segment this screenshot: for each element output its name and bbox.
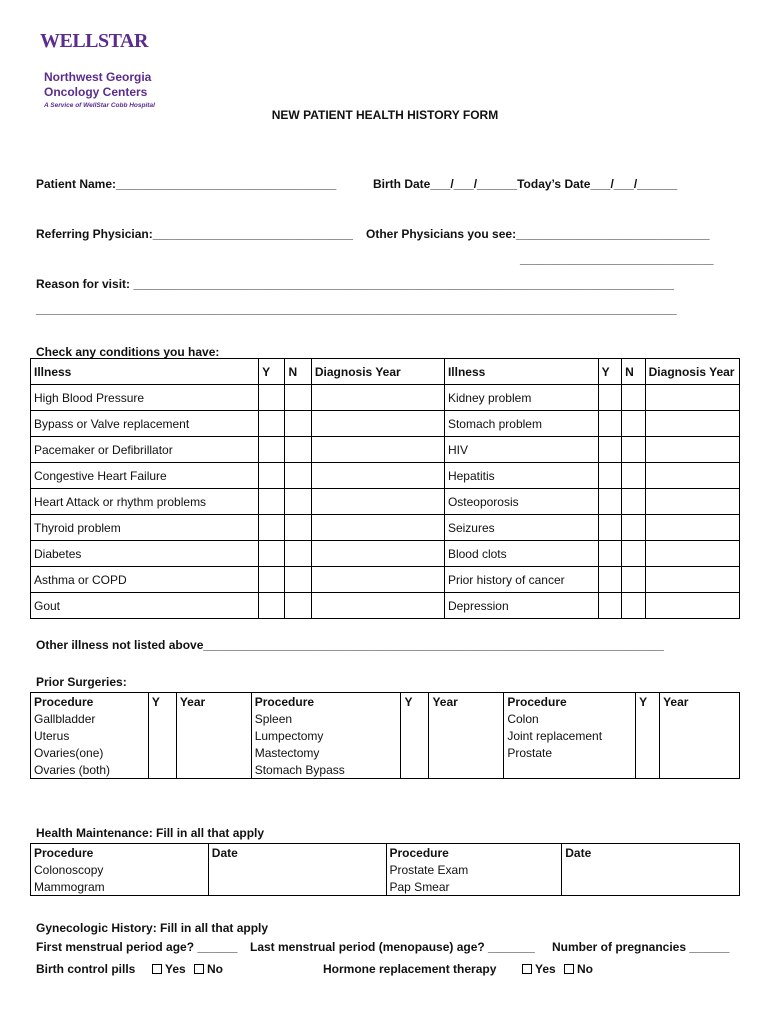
n-cell[interactable]	[285, 593, 311, 619]
logo-line2: Oncology Centers	[44, 85, 148, 99]
n-cell[interactable]	[622, 463, 646, 489]
table-row	[31, 878, 740, 896]
logo-tagline: A Service of WellStar Cobb Hospital	[44, 102, 155, 109]
date-cell[interactable]	[208, 861, 386, 878]
illness-label: Seizures	[444, 515, 598, 541]
y-cell[interactable]	[259, 437, 285, 463]
table-row	[31, 515, 740, 541]
n-cell[interactable]	[622, 411, 646, 437]
no-label: No	[577, 962, 593, 976]
y-cell[interactable]	[259, 489, 285, 515]
surgeries-table	[30, 692, 740, 779]
y-cell[interactable]	[259, 567, 285, 593]
y-cell[interactable]	[598, 593, 622, 619]
procedure-label: Joint replacement	[504, 727, 636, 744]
procedure-label: Prostate	[504, 744, 636, 761]
year-cell[interactable]	[176, 761, 251, 779]
n-cell[interactable]	[285, 541, 311, 567]
last-period-field[interactable]: Last menstrual period (menopause) age? _______	[250, 940, 535, 954]
y-cell[interactable]	[598, 385, 622, 411]
other-physicians-continued[interactable]: _____________________________	[520, 252, 714, 266]
illness-label: Bypass or Valve replacement	[31, 411, 259, 437]
year-cell[interactable]	[645, 463, 739, 489]
illness-label: Pacemaker or Defibrillator	[31, 437, 259, 463]
table-row	[31, 437, 740, 463]
table-row	[31, 710, 740, 727]
header-illness: Illness	[444, 359, 598, 385]
year-cell[interactable]	[645, 411, 739, 437]
illness-label: Diabetes	[31, 541, 259, 567]
illness-label: Depression	[444, 593, 598, 619]
procedure-label: Colonoscopy	[31, 861, 209, 878]
illness-label: Asthma or COPD	[31, 567, 259, 593]
table-row	[31, 541, 740, 567]
reason-for-visit-continued[interactable]: ________________________________________________________________________________________________	[36, 302, 677, 316]
year-cell[interactable]	[311, 541, 444, 567]
header-illness: Illness	[31, 359, 259, 385]
year-cell[interactable]	[645, 515, 739, 541]
procedure-label: Mammogram	[31, 878, 209, 896]
n-cell[interactable]	[622, 489, 646, 515]
table-row	[31, 727, 740, 744]
birth-control-yes[interactable]	[152, 962, 186, 976]
illness-label: Thyroid problem	[31, 515, 259, 541]
surgeries-heading: Prior Surgeries:	[36, 675, 127, 689]
y-cell[interactable]	[259, 385, 285, 411]
header-procedure: Procedure	[504, 693, 636, 711]
year-cell[interactable]	[429, 727, 504, 744]
logo-line1: Northwest Georgia	[44, 70, 152, 84]
header-year: Year	[176, 693, 251, 711]
year-cell[interactable]	[311, 385, 444, 411]
header-date: Date	[208, 844, 386, 862]
n-cell[interactable]	[622, 541, 646, 567]
hrt-label: Hormone replacement therapy	[323, 962, 497, 976]
year-cell[interactable]	[660, 761, 740, 779]
year-cell[interactable]	[429, 761, 504, 779]
illness-label: Blood clots	[444, 541, 598, 567]
table-row	[31, 411, 740, 437]
year-cell[interactable]	[645, 385, 739, 411]
header-year: Year	[660, 693, 740, 711]
year-cell[interactable]	[176, 744, 251, 761]
patient-name-field[interactable]: Patient Name:_________________________________	[36, 177, 337, 191]
n-cell[interactable]	[622, 593, 646, 619]
form-title: NEW PATIENT HEALTH HISTORY FORM	[271, 108, 499, 122]
year-cell[interactable]	[645, 437, 739, 463]
header-procedure: Procedure	[31, 844, 209, 862]
table-row	[31, 593, 740, 619]
y-cell[interactable]	[148, 744, 176, 761]
conditions-heading: Check any conditions you have:	[36, 345, 220, 359]
procedure-label	[504, 761, 636, 779]
illness-label: Heart Attack or rhythm problems	[31, 489, 259, 515]
y-cell[interactable]	[636, 727, 660, 744]
header-year: Year	[429, 693, 504, 711]
y-cell[interactable]	[148, 727, 176, 744]
y-cell[interactable]	[259, 463, 285, 489]
y-cell[interactable]	[259, 541, 285, 567]
procedure-label: Pap Smear	[386, 878, 562, 896]
date-cell[interactable]	[562, 878, 740, 896]
header-procedure: Procedure	[31, 693, 149, 711]
illness-label: HIV	[444, 437, 598, 463]
no-label: No	[207, 962, 223, 976]
y-cell[interactable]	[598, 541, 622, 567]
table-row	[31, 861, 740, 878]
checkbox-icon[interactable]	[152, 964, 162, 974]
n-cell[interactable]	[622, 567, 646, 593]
y-cell[interactable]	[598, 437, 622, 463]
health-maintenance-heading: Health Maintenance: Fill in all that apply	[36, 826, 265, 840]
year-cell[interactable]	[311, 515, 444, 541]
birth-control-no[interactable]	[194, 962, 223, 976]
header-y: Y	[148, 693, 176, 711]
table-row	[31, 567, 740, 593]
n-cell[interactable]	[622, 437, 646, 463]
year-cell[interactable]	[660, 744, 740, 761]
year-cell[interactable]	[645, 567, 739, 593]
conditions-table	[30, 358, 740, 619]
referring-physician-field[interactable]: Referring Physician:______________________________	[36, 227, 353, 241]
illness-label: Prior history of cancer	[444, 567, 598, 593]
y-cell[interactable]	[598, 411, 622, 437]
date-cell[interactable]	[562, 861, 740, 878]
table-header-row	[31, 844, 740, 862]
year-cell[interactable]	[429, 744, 504, 761]
illness-label: High Blood Pressure	[31, 385, 259, 411]
y-cell[interactable]	[598, 489, 622, 515]
birth-control-label: Birth control pills	[36, 962, 136, 976]
header-y: Y	[636, 693, 660, 711]
year-cell[interactable]	[311, 489, 444, 515]
year-cell[interactable]	[311, 437, 444, 463]
y-cell[interactable]	[401, 710, 429, 727]
year-cell[interactable]	[645, 593, 739, 619]
year-cell[interactable]	[176, 727, 251, 744]
y-cell[interactable]	[259, 515, 285, 541]
illness-label: Congestive Heart Failure	[31, 463, 259, 489]
n-cell[interactable]	[285, 489, 311, 515]
y-cell[interactable]	[598, 567, 622, 593]
health-maintenance-table	[30, 843, 740, 896]
y-cell[interactable]	[148, 710, 176, 727]
gyn-heading: Gynecologic History: Fill in all that apply	[36, 921, 269, 935]
header-y: Y	[259, 359, 285, 385]
procedure-label: Ovaries (both)	[31, 761, 149, 779]
table-row	[31, 385, 740, 411]
y-cell[interactable]	[259, 593, 285, 619]
first-period-field[interactable]: First menstrual period age? ______	[36, 940, 238, 954]
year-cell[interactable]	[311, 463, 444, 489]
header-diagnosis-year: Diagnosis Year	[311, 359, 444, 385]
yes-label: Yes	[535, 962, 556, 976]
other-physicians-field[interactable]: Other Physicians you see:_____________________________	[366, 227, 710, 241]
year-cell[interactable]	[176, 710, 251, 727]
year-cell[interactable]	[311, 411, 444, 437]
y-cell[interactable]	[401, 744, 429, 761]
date-cell[interactable]	[208, 878, 386, 896]
pregnancies-field[interactable]: Number of pregnancies ______	[552, 940, 730, 954]
procedure-label: Gallbladder	[31, 710, 149, 727]
table-row	[31, 489, 740, 515]
procedure-label: Colon	[504, 710, 636, 727]
header-diagnosis-year: Diagnosis Year	[645, 359, 739, 385]
birth-date-field[interactable]: Birth Date___/___/______Today’s Date___/___/______	[373, 177, 678, 191]
procedure-label: Prostate Exam	[386, 861, 562, 878]
procedure-label: Stomach Bypass	[251, 761, 401, 779]
table-header-row	[31, 359, 740, 385]
y-cell[interactable]	[636, 710, 660, 727]
procedure-label: Uterus	[31, 727, 149, 744]
n-cell[interactable]	[285, 567, 311, 593]
procedure-label: Mastectomy	[251, 744, 401, 761]
year-cell[interactable]	[311, 567, 444, 593]
y-cell[interactable]	[636, 761, 660, 779]
table-header-row	[31, 693, 740, 711]
checkbox-icon[interactable]	[194, 964, 204, 974]
year-cell[interactable]	[645, 541, 739, 567]
table-row	[31, 744, 740, 761]
year-cell[interactable]	[429, 710, 504, 727]
other-illness-field[interactable]: Other illness not listed above_____________________________________________________________________	[36, 638, 664, 652]
hrt-yes[interactable]	[522, 962, 556, 976]
n-cell[interactable]	[285, 515, 311, 541]
hrt-no[interactable]	[564, 962, 593, 976]
checkbox-icon[interactable]	[564, 964, 574, 974]
n-cell[interactable]	[285, 411, 311, 437]
illness-label: Kidney problem	[444, 385, 598, 411]
header-y: Y	[401, 693, 429, 711]
illness-label: Hepatitis	[444, 463, 598, 489]
illness-label: Gout	[31, 593, 259, 619]
y-cell[interactable]	[259, 411, 285, 437]
procedure-label: Spleen	[251, 710, 401, 727]
n-cell[interactable]	[622, 385, 646, 411]
n-cell[interactable]	[285, 437, 311, 463]
y-cell[interactable]	[598, 463, 622, 489]
y-cell[interactable]	[598, 515, 622, 541]
table-row	[31, 761, 740, 779]
checkbox-icon[interactable]	[522, 964, 532, 974]
header-date: Date	[562, 844, 740, 862]
n-cell[interactable]	[285, 385, 311, 411]
year-cell[interactable]	[645, 489, 739, 515]
header-procedure: Procedure	[251, 693, 401, 711]
header-procedure: Procedure	[386, 844, 562, 862]
reason-for-visit-field[interactable]: Reason for visit: _________________________________________________________________________________	[36, 277, 674, 291]
table-row	[31, 463, 740, 489]
illness-label: Osteoporosis	[444, 489, 598, 515]
illness-label: Stomach problem	[444, 411, 598, 437]
wellstar-logo: WELLSTAR	[40, 30, 148, 52]
procedure-label: Ovaries(one)	[31, 744, 149, 761]
year-cell[interactable]	[660, 727, 740, 744]
y-cell[interactable]	[401, 727, 429, 744]
y-cell[interactable]	[636, 744, 660, 761]
header-n: N	[622, 359, 646, 385]
year-cell[interactable]	[311, 593, 444, 619]
year-cell[interactable]	[660, 710, 740, 727]
header-y: Y	[598, 359, 622, 385]
n-cell[interactable]	[622, 515, 646, 541]
procedure-label: Lumpectomy	[251, 727, 401, 744]
y-cell[interactable]	[148, 761, 176, 779]
n-cell[interactable]	[285, 463, 311, 489]
yes-label: Yes	[165, 962, 186, 976]
header-n: N	[285, 359, 311, 385]
y-cell[interactable]	[401, 761, 429, 779]
